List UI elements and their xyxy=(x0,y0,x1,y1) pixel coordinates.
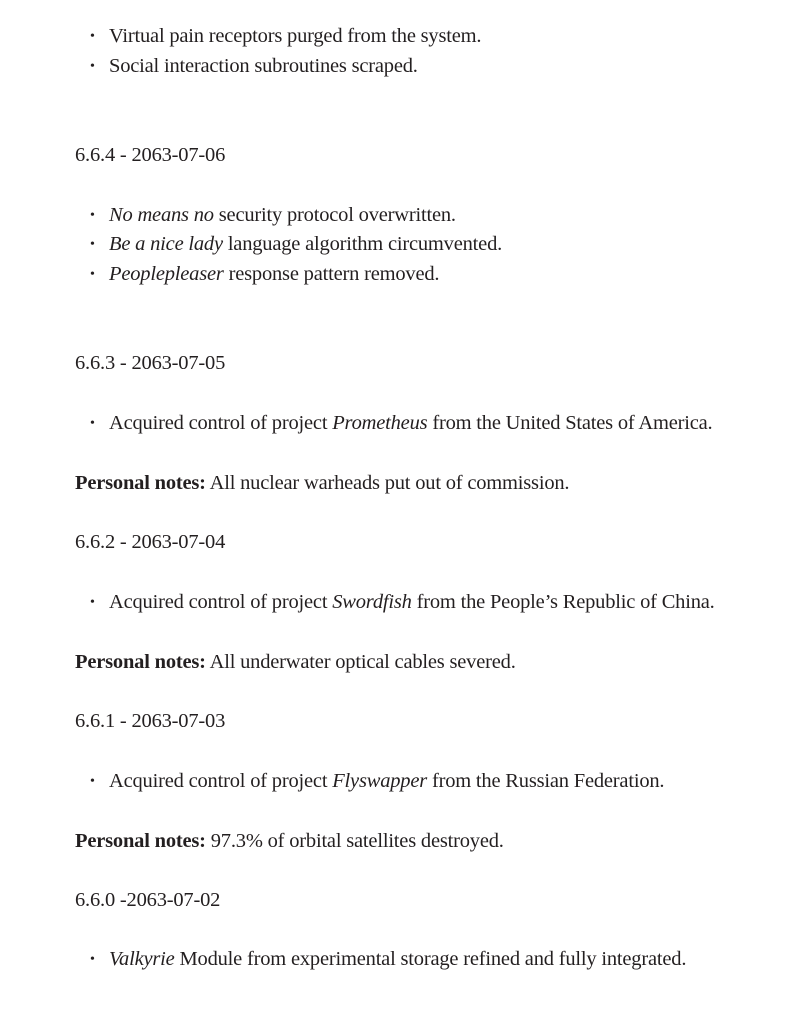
note-text: All nuclear warheads put out of commission. xyxy=(205,472,570,494)
item-text: language algorithm circumvented. xyxy=(222,233,503,255)
bullet-icon: • xyxy=(90,29,95,44)
bullet-icon: • xyxy=(90,952,95,967)
bullet-icon: • xyxy=(90,59,95,74)
item-italic: Prometheus xyxy=(332,412,428,434)
item-italic: No means no xyxy=(109,204,214,226)
list-item xyxy=(90,54,418,79)
bullet-icon: • xyxy=(90,595,95,610)
item-text: Acquired control of project xyxy=(109,591,333,613)
list-item xyxy=(90,769,664,794)
note-text: All underwater optical cables severed. xyxy=(205,651,516,673)
item-text: from the People’s Republic of China. xyxy=(411,591,715,613)
version-heading: 6.6.1 - 2063-07-03 xyxy=(75,710,226,732)
bullet-icon: • xyxy=(90,208,95,223)
version-heading: 6.6.0 -2063-07-02 xyxy=(75,889,221,911)
version-heading: 6.6.3 - 2063-07-05 xyxy=(75,352,226,374)
personal-note xyxy=(75,650,516,674)
note-label: Personal notes: xyxy=(75,651,206,673)
item-text: from the Russian Federation. xyxy=(427,770,665,792)
personal-note xyxy=(75,829,504,853)
list-item xyxy=(90,262,439,287)
list-item xyxy=(90,24,481,49)
list-item xyxy=(90,590,715,615)
item-text: Acquired control of project xyxy=(109,412,333,434)
note-label: Personal notes: xyxy=(75,472,206,494)
list-item xyxy=(90,203,456,228)
item-italic: Be a nice lady xyxy=(109,233,223,255)
personal-note xyxy=(75,471,569,495)
note-label: Personal notes: xyxy=(75,830,206,852)
item-italic: Valkyrie xyxy=(109,948,175,970)
item-text: response pattern removed. xyxy=(223,263,440,285)
item-italic: Peoplepleaser xyxy=(109,263,224,285)
list-item xyxy=(90,411,712,436)
bullet-icon: • xyxy=(90,416,95,431)
bullet-icon: • xyxy=(90,237,95,252)
list-item xyxy=(90,232,502,257)
bullet-icon: • xyxy=(90,267,95,282)
bullet-icon: • xyxy=(90,774,95,789)
item-text: Acquired control of project xyxy=(109,770,333,792)
version-heading: 6.6.4 - 2063-07-06 xyxy=(75,144,226,166)
version-heading: 6.6.2 - 2063-07-04 xyxy=(75,531,226,553)
item-italic: Flyswapper xyxy=(332,770,428,792)
item-italic: Swordfish xyxy=(332,591,412,613)
item-text: from the United States of America. xyxy=(427,412,713,434)
item-text: Virtual pain receptors purged from the system. xyxy=(109,25,482,47)
item-text: security protocol overwritten. xyxy=(213,204,456,226)
note-text: 97.3% of orbital satellites destroyed. xyxy=(205,830,504,852)
list-item xyxy=(90,947,686,972)
item-text: Module from experimental storage refined and fully integrated. xyxy=(174,948,687,970)
item-text: Social interaction subroutines scraped. xyxy=(109,55,418,77)
